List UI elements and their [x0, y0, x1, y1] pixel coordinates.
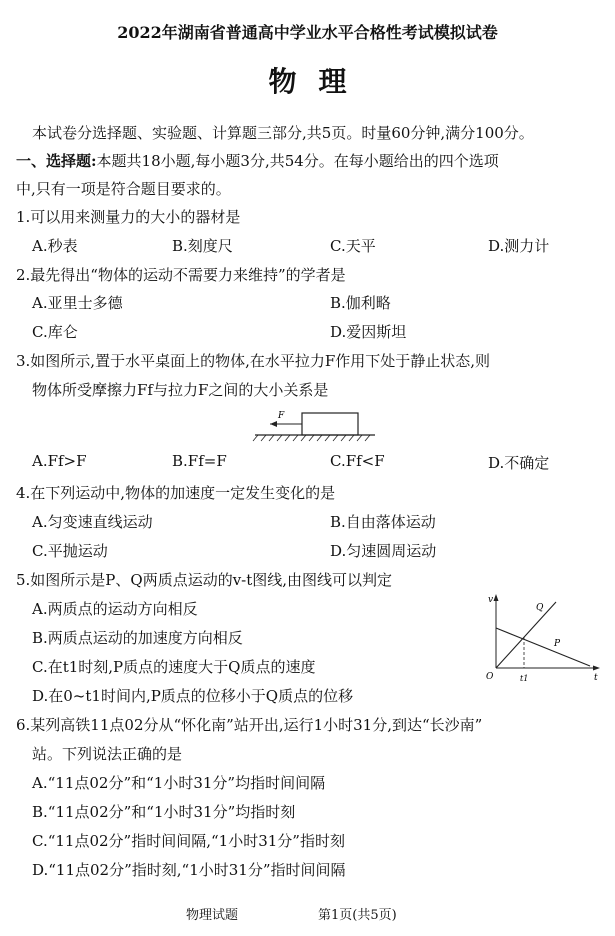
vt-graph-figure	[478, 590, 604, 685]
graph-v-label: v	[488, 595, 494, 605]
q6-option-a: A.“11点02分”和“1小时31分”均指时间间隔	[32, 774, 326, 792]
question-3-stem: 3.如图所示,置于水平桌面上的物体,在水平拉力F作用下处于静止状态,则	[16, 352, 491, 370]
q6-option-b: B.“11点02分”和“1小时31分”均指时刻	[32, 803, 296, 821]
question-1-stem: 1.可以用来测量力的大小的器材是	[16, 208, 241, 226]
q1-option-a: A.秒表	[32, 237, 78, 255]
q3-option-d: D.不确定	[488, 454, 550, 472]
question-2-stem: 2.最先得出“物体的运动不需要力来维持”的学者是	[16, 266, 346, 284]
q2-option-b: B.伽利略	[330, 294, 391, 312]
q4-option-d: D.匀速圆周运动	[330, 542, 437, 560]
section-text: 本题共18小题,每小题3分,共54分。在每小题给出的四个选项	[96, 152, 499, 170]
q4-option-c: C.平抛运动	[32, 542, 108, 560]
graph-p-label: P	[554, 639, 561, 649]
q6-option-c: C.“11点02分”指时间间隔,“1小时31分”指时刻	[32, 832, 345, 850]
q6-option-d: D.“11点02分”指时刻,“1小时31分”指时间间隔	[32, 861, 346, 879]
intro-line: 本试卷分选择题、实验题、计算题三部分,共5页。时量60分钟,满分100分。	[32, 124, 534, 142]
exam-title: 2022年湖南省普通高中学业水平合格性考试模拟试卷	[117, 23, 498, 42]
q2-option-d: D.爱因斯坦	[330, 323, 407, 341]
q1-option-b: B.刻度尺	[172, 237, 233, 255]
q5-option-b: B.两质点运动的加速度方向相反	[32, 629, 243, 647]
q4-option-a: A.匀变速直线运动	[32, 513, 153, 531]
question-4-stem: 4.在下列运动中,物体的加速度一定发生变化的是	[16, 484, 336, 502]
friction-figure	[250, 405, 380, 445]
footer-subject: 物理试题	[186, 908, 239, 923]
q2-option-c: C.库仑	[32, 323, 78, 341]
q2-option-a: A.亚里士多德	[32, 294, 123, 312]
question-6-stem-2: 站。下列说法正确的是	[32, 745, 183, 763]
question-5-stem: 5.如图所示是P、Q两质点运动的v-t图线,由图线可以判定	[16, 571, 393, 589]
graph-t1-label: t1	[520, 674, 529, 683]
q5-option-c: C.在t1时刻,P质点的速度大于Q质点的速度	[32, 658, 316, 676]
q1-option-c: C.天平	[330, 237, 376, 255]
graph-q-label: Q	[536, 603, 544, 613]
section-header	[16, 150, 499, 171]
q3-option-b: B.Ff=F	[172, 452, 227, 470]
graph-t-label: t	[594, 673, 598, 683]
section-label: 一、选择题:	[16, 152, 97, 170]
question-3-stem-2: 物体所受摩擦力Ff与拉力F之间的大小关系是	[32, 381, 329, 399]
q1-option-d: D.测力计	[488, 237, 550, 255]
footer-page-number: 第1页(共5页)	[318, 908, 397, 923]
question-6-stem: 6.某列高铁11点02分从“怀化南”站开出,运行1小时31分,到达“长沙南”	[16, 716, 483, 734]
figure-force-label: F	[278, 411, 285, 421]
graph-origin-label: O	[486, 672, 494, 682]
q3-option-a: A.Ff>F	[32, 452, 87, 470]
q5-option-a: A.两质点的运动方向相反	[32, 600, 198, 618]
subject-title: 物理	[268, 65, 369, 98]
q3-option-c: C.Ff<F	[330, 452, 385, 470]
q4-option-b: B.自由落体运动	[330, 513, 436, 531]
q5-option-d: D.在0~t1时间内,P质点的位移小于Q质点的位移	[32, 687, 354, 705]
section-text-2: 中,只有一项是符合题目要求的。	[16, 180, 231, 198]
